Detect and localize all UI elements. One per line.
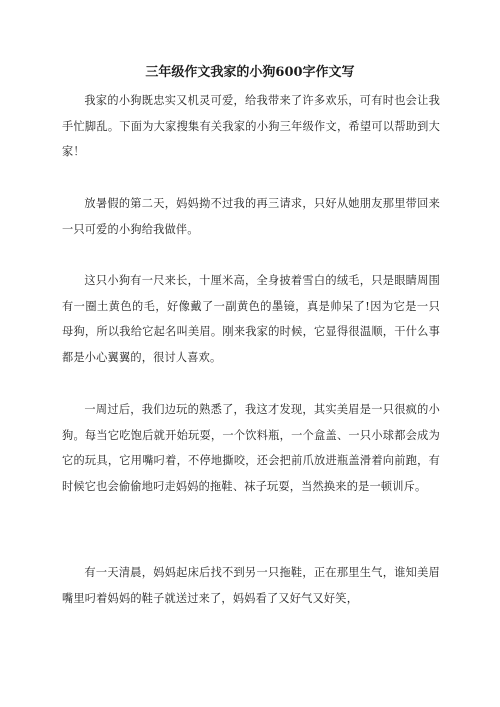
- paragraph-2: 放暑假的第二天，妈妈拗不过我的再三请求，只好从她朋友那里带回来一只可爱的小狗给我做伴。: [62, 197, 440, 236]
- document-title: 三年级作文我家的小狗600字作文写: [145, 65, 355, 80]
- paragraph-3: 这只小狗有一尺来长，十厘米高，全身披着雪白的绒毛，只是眼睛周围有一圈土黄色的毛，好像戴了一副黄色的墨镜，真是帅呆了!因为它是一只母狗，所以我给它起名叫美眉。刚来我家的时候，它显得很温顺，干什么事都是小心翼翼的，很讨人喜欢。: [62, 274, 440, 365]
- paragraph-5: 有一天清晨，妈妈起床后找不到另一只拖鞋，正在那里生气，谁知美眉嘴里叼着妈妈的鞋子就送过来了，妈妈看了又好气又好笑，: [62, 566, 440, 605]
- paragraph-1: 我家的小狗既忠实又机灵可爱，给我带来了许多欢乐，可有时也会让我手忙脚乱。下面为大家搜集有关我家的小狗三年级作文，希望可以帮助到大家！: [62, 94, 440, 159]
- paragraph-4: 一周过后，我们边玩的熟悉了，我这才发现，其实美眉是一只很疯的小狗。每当它吃饱后就开始玩耍，一个饮料瓶，一个盒盖、一只小球都会成为它的玩具，它用嘴叼着，不停地撕咬，还会把前爪放进瓶盖滑着向前跑，有时候它也会偷偷地叼走妈妈的拖鞋、袜子玩耍，当然换来的是一顿训斥。: [62, 403, 440, 494]
